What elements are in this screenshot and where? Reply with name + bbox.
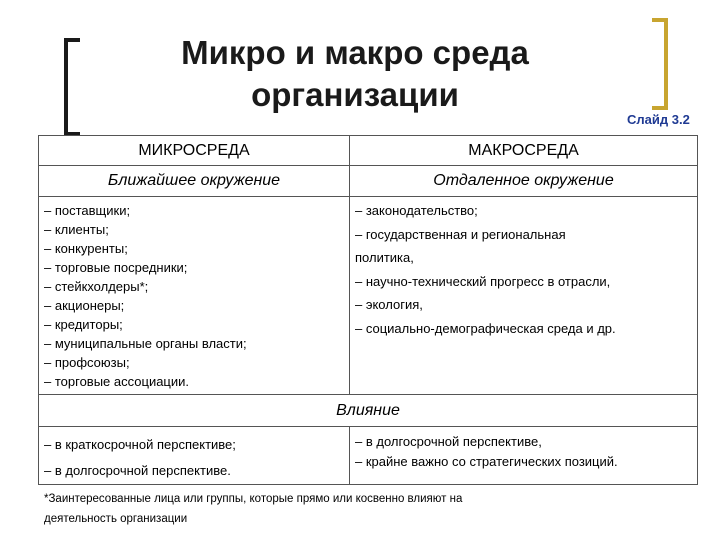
list-item: – экология, xyxy=(355,297,423,312)
micro-influence-list xyxy=(39,432,349,484)
slide-title xyxy=(150,32,560,116)
near-environment-subheader: Ближайшее окружение xyxy=(107,172,281,189)
left-bracket-decoration xyxy=(64,38,80,136)
list-item: – торговые посредники; xyxy=(44,260,188,275)
list-item: – конкуренты; xyxy=(44,241,128,256)
macroenvironment-header: МАКРОСРЕДА xyxy=(468,142,579,159)
list-item: – профсоюзы; xyxy=(44,355,130,370)
list-item: – поставщики; xyxy=(44,203,131,218)
list-item: – клиенты; xyxy=(44,222,109,237)
row-divider xyxy=(39,196,697,197)
macro-influence-list xyxy=(350,432,697,472)
list-item: – в долгосрочной перспективе. xyxy=(44,463,231,478)
title-line-1: Микро и макро среда xyxy=(181,34,529,71)
far-environment-subheader: Отдаленное окружение xyxy=(433,172,614,189)
microenvironment-list xyxy=(39,201,349,391)
list-item: – государственная и региональная xyxy=(355,226,566,242)
footnote xyxy=(44,489,604,529)
environment-table xyxy=(38,135,698,485)
list-item: – муниципальные органы власти; xyxy=(44,336,247,351)
influence-label: Влияние xyxy=(336,402,400,419)
list-item: политика, xyxy=(355,250,414,265)
list-item: – кредиторы; xyxy=(44,317,123,332)
row-divider xyxy=(39,426,697,427)
slide-number: Слайд 3.2 xyxy=(627,112,690,127)
list-item: – торговые ассоциации. xyxy=(44,374,190,389)
list-item: – социально-демографическая среда и др. xyxy=(355,320,616,336)
list-item: – стейкхолдеры*; xyxy=(44,279,149,294)
list-item: – научно-технический прогресс в отрасли, xyxy=(355,273,611,289)
right-bracket-decoration xyxy=(652,18,668,110)
macroenvironment-list xyxy=(350,199,697,340)
list-item: – акционеры; xyxy=(44,298,125,313)
footnote-line-1: *Заинтересованные лица или группы, которые прямо или косвенно влияют на xyxy=(44,493,463,505)
list-item: – в краткосрочной перспективе; xyxy=(44,437,236,452)
list-item: – законодательство; xyxy=(355,203,478,218)
footnote-line-2: деятельность организации xyxy=(44,513,188,525)
title-line-2: организации xyxy=(251,76,459,113)
row-divider xyxy=(39,394,697,395)
list-item: – в долгосрочной перспективе, xyxy=(355,434,542,449)
microenvironment-header: МИКРОСРЕДА xyxy=(138,142,250,159)
list-item: – крайне важно со стратегических позиций. xyxy=(355,454,618,469)
